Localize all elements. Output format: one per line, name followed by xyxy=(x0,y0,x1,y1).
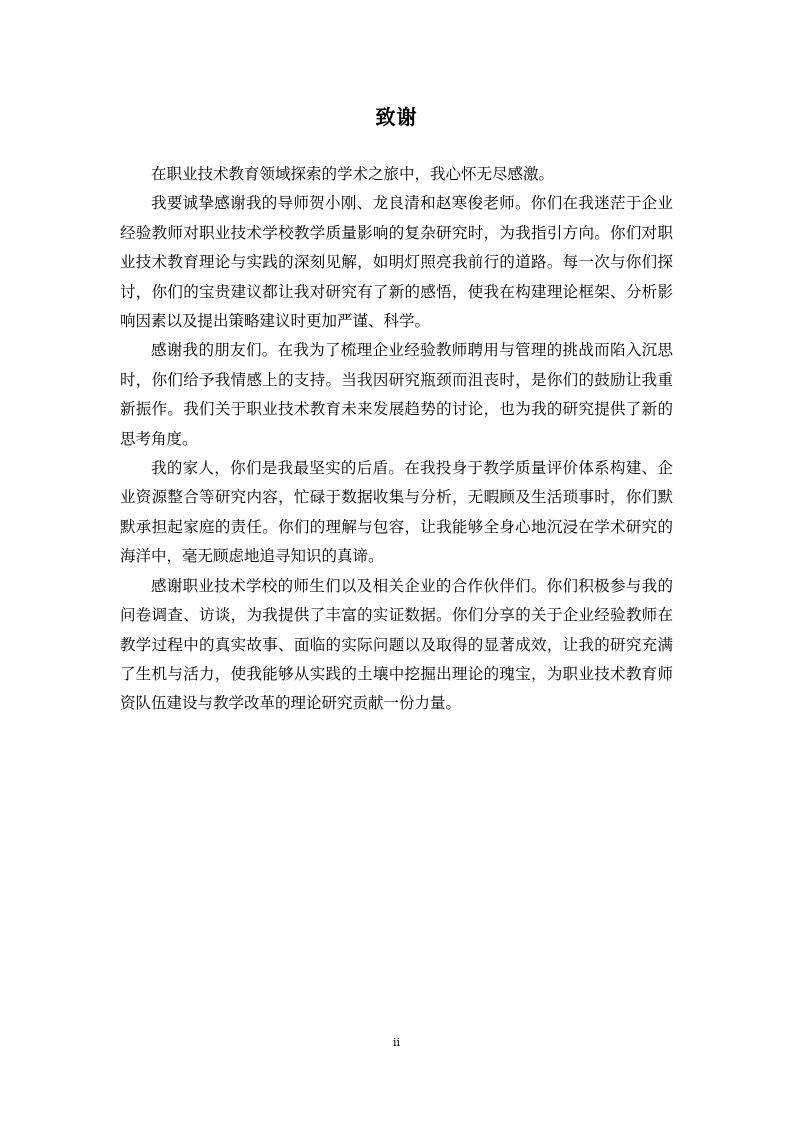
page-title: 致谢 xyxy=(375,105,418,129)
page-number: ii xyxy=(392,1036,401,1049)
paragraph-partners: 感谢职业技术学校的师生们以及相关企业的合作伙伴们。你们积极参与我的问卷调查、访谈，为我提供了丰富的实证数据。你们分享的关于企业经验教师在教学过程中的真实故事、面临的实际问题以及取得的显著成效，让我的研究充满了生机与活力，使我能够从实践的土壤中挖掘出理论的瑰宝，为职业技术教育师资队伍建设与教学改革的理论研究贡献一份力量。 xyxy=(120,576,673,713)
paragraph-friends: 感谢我的朋友们。在我为了梳理企业经验教师聘用与管理的挑战而陷入沉思时，你们给予我情感上的支持。当我因研究瓶颈而沮丧时，是你们的鼓励让我重新振作。我们关于职业技术教育未来发展趋势的讨论，也为我的研究提供了新的思考角度。 xyxy=(120,341,673,448)
paragraph-advisors: 我要诚挚感谢我的导师贺小刚、龙良清和赵寒俊老师。你们在我迷茫于企业经验教师对职业技术学校教学质量影响的复杂研究时，为我指引方向。你们对职业技术教育理论与实践的深刻见解，如明灯照亮我前行的道路。每一次与你们探讨，你们的宝贵建议都让我对研究有了新的感悟，使我在构建理论框架、分析影响因素以及提出策略建议时更加严谨、科学。 xyxy=(120,194,673,331)
paragraph-family: 我的家人，你们是我最坚实的后盾。在我投身于教学质量评价体系构建、企业资源整合等研究内容，忙碌于数据收集与分析，无暇顾及生活琐事时，你们默默承担起家庭的责任。你们的理解与包容，让我能够全身心地沉浸在学术研究的海洋中，毫无顾虑地追寻知识的真谛。 xyxy=(120,459,673,566)
acknowledgement-body xyxy=(120,160,673,719)
paragraph-intro: 在职业技术教育领域探索的学术之旅中，我心怀无尽感激。 xyxy=(151,165,555,183)
